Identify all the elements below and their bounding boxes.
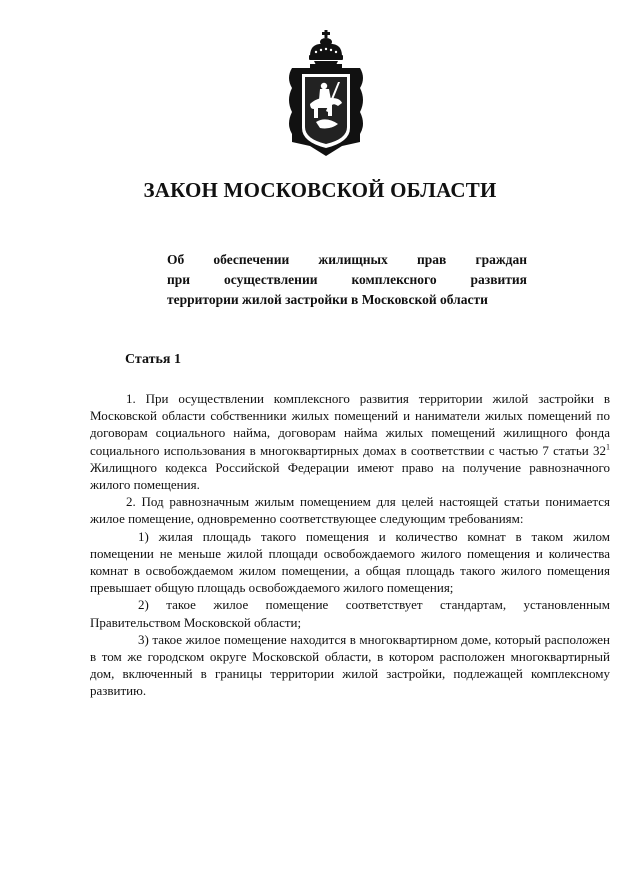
paragraph-1-text: 1. При осуществлении комплексного развития территории жилой застройки в Московской области собственники жилых помещений и наниматели жилых помещений по договорам социального найма, договорам найма жилых помещений жилищного фонда социального использования в многоквартирных домах в соответствии с частью 7 статьи 32 bbox=[90, 391, 610, 458]
law-title: ЗАКОН МОСКОВСКОЙ ОБЛАСТИ bbox=[143, 178, 497, 202]
subtitle-line: территории жилой застройки в Московской области bbox=[167, 292, 488, 307]
article-body bbox=[90, 390, 610, 700]
subtitle-line: Об обеспечении жилищных прав граждан bbox=[167, 252, 527, 267]
law-subtitle bbox=[167, 250, 527, 310]
requirement-item-2: 2) такое жилое помещение соответствует стандартам, установленным Правительством Московской области; bbox=[90, 597, 610, 630]
article-heading: Статья 1 bbox=[125, 352, 181, 367]
paragraph-2: 2. Под равнозначным жилым помещением для целей настоящей статьи понимается жилое помещение, одновременно соответствующее следующим требованиям: bbox=[90, 494, 610, 527]
superscript: 1 bbox=[606, 442, 610, 452]
paragraph-1 bbox=[90, 390, 610, 493]
paragraph-1-text-cont: Жилищного кодекса Российской Федерации имеют право на получение равнозначного жилого помещения. bbox=[90, 459, 610, 493]
requirement-item-3: 3) такое жилое помещение находится в многоквартирном доме, который расположен в том же городском округе Московской области, в котором расположен многоквартирный дом, включенный в границы территории жилой застройки, подлежащей комплексному развитию. bbox=[90, 631, 610, 699]
coat-of-arms-icon bbox=[280, 30, 372, 158]
requirement-item-1: 1) жилая площадь такого помещения и количество комнат в таком жилом помещении не меньше жилой площади освобождаемого жилого помещения и количества комнат в освобождаемом жилом помещении, а общая площадь такого жилого помещения превышает общую площадь освобождаемого жилого помещения; bbox=[90, 528, 610, 596]
subtitle-line: при осуществлении комплексного развития bbox=[167, 272, 527, 287]
